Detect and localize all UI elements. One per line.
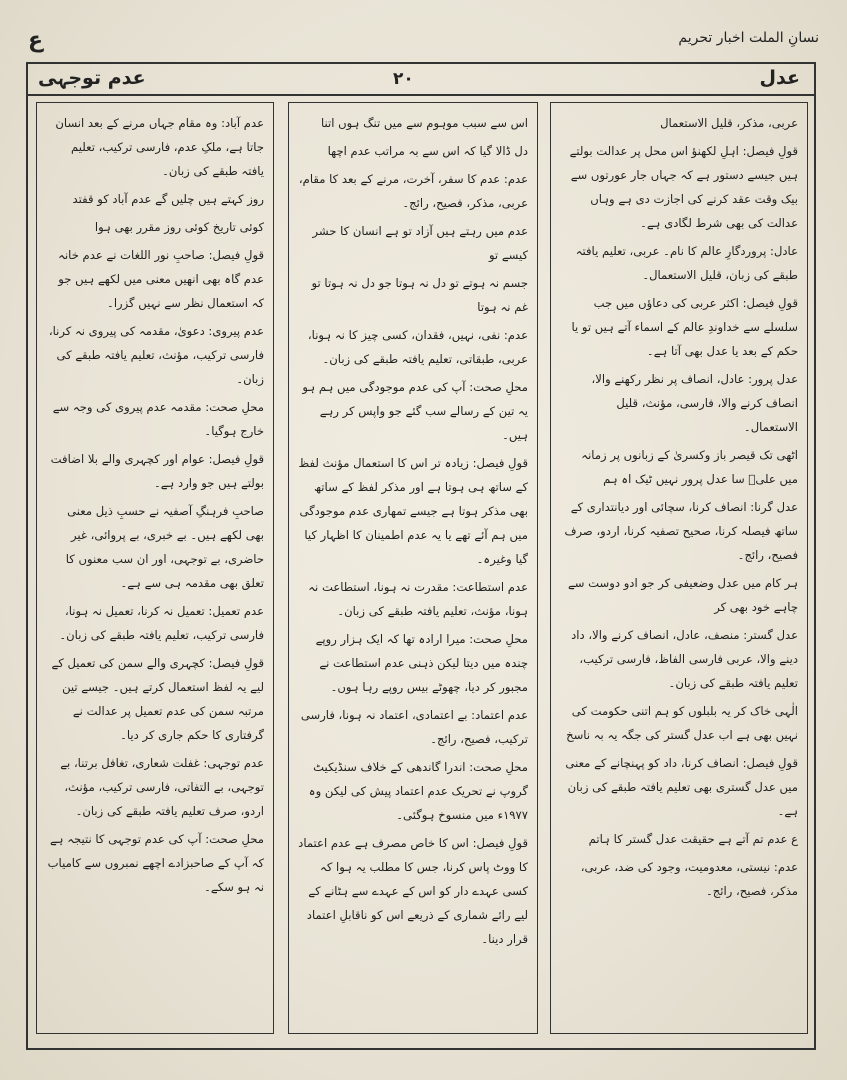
entry: دل ڈالا گیا کہ اس سے بہ مراتب عدم اچھا [327,144,528,158]
page-frame [26,62,816,1050]
entry: عدل گستر: منصف، عادل، انصاف کرنے والا، داد دینے والا، عربی فارسی الفاظ، فارسی ترکیب، تعلیم یافتہ طبقے کی زبان۔ [571,628,798,690]
page-letter: ع [28,28,44,53]
entry: قولِ فیصل: عوام اور کچہری والے بلا اضافت بولتے ہیں جو وارد ہے۔ [50,452,264,490]
entry: عدم پیروی: دعویٰ، مقدمہ کی پیروی نہ کرنا، فارسی ترکیب، مؤنث، تعلیم یافتہ طبقے کی زبان۔ [48,324,264,386]
entry: قولِ فیصل: کچہری والے سمن کی تعمیل کے لیے یہ لفظ استعمال کرتے ہیں۔ جیسے تین مرتبہ سمن کی عدم تعمیل پر عدالت نے گرفتاری کا حکم جاری کر دیا۔ [51,656,264,742]
entry: قولِ فیصل: زیادہ تر اس کا استعمال مؤنث لفظ کے ساتھ ہی ہوتا ہے اور مذکر لفظ کے ساتھ بھی مذکر ہوتا ہے جیسے تمھاری عدم موجودگی میں ہم آئے تھے یا یہ عدم اطمینان کا اظہار کیا گیا وغیرہ۔ [298,456,528,566]
entry: قولِ فیصل: اہلِ لکھنؤ اس محل پر عدالت بولتے ہیں جیسے دستور ہے کہ جہاں جار عورتوں سے بیک وقت عقد کرنے کی اجازت دی ہے وہاں عدالت کی بھی شرط لگادی ہے۔ [569,144,798,230]
entry: ع عدم تم آتے ہے حقیقت عدل گستر کا ہاتم [588,832,798,846]
entry: روز کہتے ہیں چلیں گے عدم آباد کو قفتد [72,192,264,206]
left-column [36,102,274,1034]
journal-title: نسانِ الملت اخبار تحریم [678,30,819,46]
entry: جسم نہ ہوتے تو دل نہ ہوتا جو دل نہ ہوتا تو غم نہ ہوتا [311,276,528,314]
entry: صاحبِ فرہنگِ آصفیہ نے حسبِ ذیل معنی بھی لکھے ہیں۔ بے خبری، بے پروائی، غیر حاضری، بے توجہی، اور ان سب معنوں کا تعلق بھی مقدمہ ہی سے ہے۔ [65,504,264,590]
entry: اٹھی تک قیصر باز وکسریٰ کے زبانوں پر زمانہ میں علیؓ سا عدل پرور نہیں ٹیک اہ ہم [581,448,798,486]
entry: عربی، مذکر، قلیل الاستعمال [660,116,798,130]
entry: محلِ صحت: مقدمہ عدم پیروی کی وجہ سے خارج ہوگیا۔ [52,400,264,438]
entry: محلِ صحت: اندرا گاندھی کے خلاف سنڈیکیٹ گروپ نے تحریک عدم اعتماد پیش کی لیکن وہ ۱۹۷۷ء میں منسوخ ہوگئی۔ [308,760,528,822]
header-rule [28,94,814,96]
entry: عدم: عدم کا سفر، آخرت، مرنے کے بعد کا مقام، عربی، مذکر، فصیح، رائج۔ [298,172,528,210]
entry: عدم: نیستی، معدومیت، وجود کی ضد، عربی، مذکر، فصیح، رائج۔ [580,860,798,898]
entry: محلِ صحت: میرا ارادہ تھا کہ ایک ہزار روپے چندہ میں دیتا لیکن ذہنی عدم استطاعت نے مجبور کر دیا، چھوٹے بیس روپے رہا ہوں۔ [315,632,528,694]
entry: عدم: نفی، نہیں، فقدان، کسی چیز کا نہ ہونا، عربی، طبقاتی، تعلیم یافتہ طبقے کی زبان۔ [307,328,528,366]
entry: عدم استطاعت: مقدرت نہ ہونا، استطاعت نہ ہونا، مؤنث، تعلیم یافتہ طبقے کی زبان۔ [308,580,528,618]
entry: عدل گرنا: انصاف کرنا، سچائی اور دیانتداری کے ساتھ فیصلہ کرنا، صحیح تصفیہ کرنا، اردو، صرف فصیح، رائج۔ [564,500,798,562]
right-column [550,102,808,1034]
entry: قولِ فیصل: صاحبِ نور اللغات نے عدم خانہ عدم گاہ بھی انھیں معنی میں لکھے ہیں جو کہ استعمال نظر سے نہیں گزرا۔ [58,248,264,310]
entry: عدم تعمیل: تعمیل نہ کرنا، تعمیل نہ ہونا، فارسی ترکیب، تعلیم یافتہ طبقے کی زبان۔ [59,604,264,642]
entry: قولِ فیصل: انصاف کرنا، داد کو پہنچانے کے معنی میں عدل گستری بھی تعلیم یافتہ طبقے کی زبان ہے۔ [565,756,798,818]
middle-column [288,102,538,1034]
entry: محلِ صحت: آپ کی عدم موجودگی میں ہم ہو یہ تین کے رسالے سب گئے جو واپس کر رہے ہیں۔ [302,380,528,442]
page-number: ۲۰ [393,69,414,89]
entry: کوئی تاریخ کوئی روز مقرر بھی ہوا [94,220,264,234]
right-running-head: عدل [759,67,800,89]
entry: عدل پرور: عادل، انصاف پر نظر رکھنے والا، انصاف کرنے والا، فارسی، مؤنث، قلیل الاستعمال۔ [591,372,798,434]
entry: الٰہی خاک کر یہ بلبلوں کو ہم اتنی حکومت کی نہیں بھی ہے اب عدل گستر کی جگہ یہ بہ ناسخ [566,704,798,742]
entry: عدم آباد: وہ مقام جہاں مرنے کے بعد انسان جاتا ہے، ملکِ عدم، فارسی ترکیب، تعلیم یافتہ طبقے کی زبان۔ [55,116,264,178]
entry: ہر کام میں عدل وضعیفی کر جو ادو دوست سے چاہے خود بھی کر [567,576,798,614]
entry: عدم میں رہتے ہیں آزاد تو ہے انسان کا حشر کیسے تو [312,224,528,262]
entry: عادل: پروردگارِ عالم کا نام۔ عربی، تعلیم یافتہ طبقے کی زبان، قلیل الاستعمال۔ [575,244,798,282]
entry: عدم توجہی: غفلت شعاری، تغافل برتنا، بے توجہی، بے التفاتی، فارسی ترکیب، مؤنث، اردو، صرف تعلیم یافتہ طبقے کی زبان۔ [60,756,264,818]
entry: محلِ صحت: آپ کی عدم توجہی کا نتیجہ ہے کہ آپ کے صاحبزادے اچھے نمبروں سے کامیاب نہ ہو سکے۔ [47,832,264,894]
entry: عدم اعتماد: بے اعتمادی، اعتماد نہ ہونا، فارسی ترکیب، فصیح، رائج۔ [300,708,528,746]
entry: قولِ فیصل: اکثر عربی کی دعاؤں میں جب سلسلے سے خداوندِ عالم کے اسماء آتے ہیں تو یا حکم کے بعد یا عدل بھی آتا ہے۔ [571,296,798,358]
entry: اس سے سبب موہوم سے میں تنگ ہوں اتنا [320,116,528,130]
entry: قولِ فیصل: اس کا خاص مصرف ہے عدم اعتماد کا ووٹ پاس کرنا، جس کا مطلب یہ ہوا کہ کسی عہدے دار کو اس کے عہدے سے ہٹانے کے لیے رائے شماری کے ذریعے اس کو ناقابلِ اعتماد قرار دینا۔ [298,836,528,946]
left-running-head: عدم توجہی [38,67,146,89]
